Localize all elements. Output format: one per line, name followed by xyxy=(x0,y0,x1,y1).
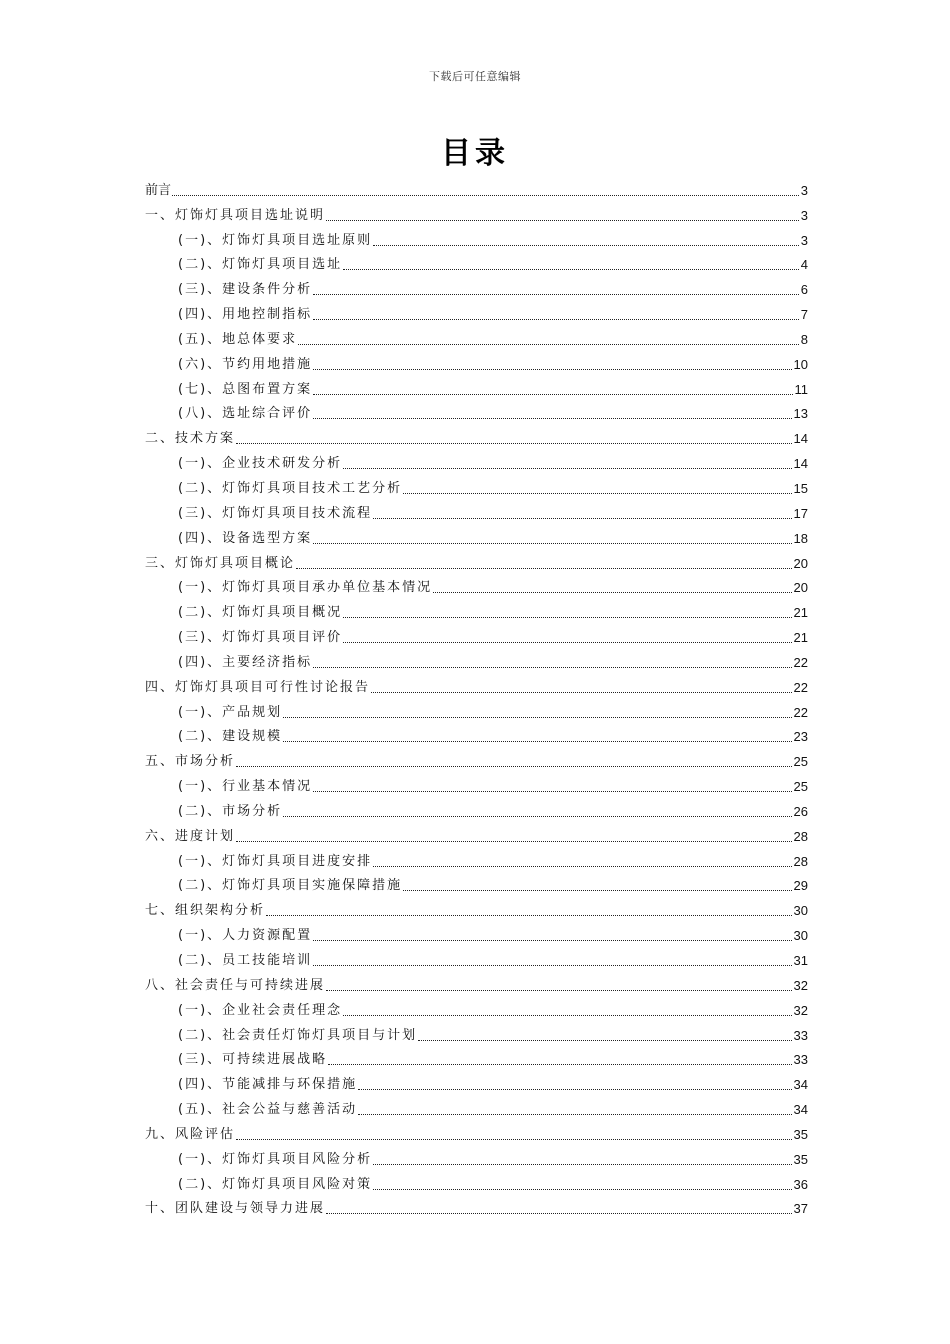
toc-dot-leader xyxy=(313,964,791,966)
toc-dot-leader xyxy=(313,417,791,419)
toc-entry[interactable] xyxy=(145,176,808,201)
toc-entry[interactable] xyxy=(145,499,808,524)
toc-entry[interactable] xyxy=(145,747,808,772)
toc-page-number: 32 xyxy=(793,977,808,993)
toc-entry[interactable] xyxy=(145,797,808,822)
toc-dot-leader xyxy=(313,318,799,320)
toc-entry[interactable] xyxy=(145,474,808,499)
toc-dot-leader xyxy=(343,641,791,643)
toc-page-number: 33 xyxy=(793,1027,808,1043)
toc-page-number: 21 xyxy=(793,605,808,621)
toc-entry-text: (一)、行业基本情况 xyxy=(178,779,313,795)
toc-entry[interactable] xyxy=(145,1070,808,1095)
toc-entry-text: (二)、灯饰灯具项目风险对策 xyxy=(178,1176,373,1192)
toc-page-number: 30 xyxy=(793,928,808,944)
toc-dot-leader xyxy=(283,815,791,817)
toc-entry[interactable] xyxy=(145,574,808,599)
toc-dot-leader xyxy=(236,1138,792,1140)
toc-page-number: 35 xyxy=(793,1151,808,1167)
toc-dot-leader xyxy=(236,840,792,842)
toc-entry[interactable] xyxy=(145,1021,808,1046)
toc-entry[interactable] xyxy=(145,971,808,996)
toc-entry[interactable] xyxy=(145,1145,808,1170)
toc-dot-leader xyxy=(373,865,791,867)
toc-entry[interactable] xyxy=(145,1095,808,1120)
toc-page-number: 7 xyxy=(800,307,808,323)
toc-entry[interactable] xyxy=(145,375,808,400)
toc-entry-text: 前言 xyxy=(145,182,172,198)
toc-entry[interactable] xyxy=(145,921,808,946)
toc-dot-leader xyxy=(298,343,799,345)
toc-entry[interactable] xyxy=(145,698,808,723)
toc-dot-leader xyxy=(343,467,791,469)
toc-page-number: 28 xyxy=(793,828,808,844)
toc-dot-leader xyxy=(326,219,799,221)
toc-entry-text: (一)、灯饰灯具项目进度安排 xyxy=(178,853,373,869)
toc-entry[interactable] xyxy=(145,449,808,474)
table-of-contents xyxy=(145,176,808,1219)
toc-page-number: 20 xyxy=(793,555,808,571)
toc-entry[interactable] xyxy=(145,1046,808,1071)
toc-dot-leader xyxy=(373,517,791,519)
toc-entry[interactable] xyxy=(145,400,808,425)
toc-dot-leader xyxy=(403,492,791,494)
toc-dot-leader xyxy=(283,740,791,742)
toc-entry-text: (一)、灯饰灯具项目选址原则 xyxy=(178,232,373,248)
toc-dot-leader xyxy=(326,1212,792,1214)
toc-entry[interactable] xyxy=(145,1170,808,1195)
toc-entry[interactable] xyxy=(145,524,808,549)
toc-entry[interactable] xyxy=(145,723,808,748)
toc-page-number: 6 xyxy=(800,282,808,298)
toc-dot-leader xyxy=(296,567,792,569)
toc-title: 目录 xyxy=(441,136,509,171)
toc-entry-text: 二、技术方案 xyxy=(145,431,236,447)
toc-entry-text: 八、社会责任与可持续进展 xyxy=(145,977,326,993)
toc-dot-leader xyxy=(313,790,791,792)
toc-page-number: 3 xyxy=(800,232,808,248)
toc-entry-text: (三)、灯饰灯具项目评价 xyxy=(178,630,343,646)
toc-entry[interactable] xyxy=(145,226,808,251)
toc-page-number: 13 xyxy=(793,406,808,422)
toc-entry-text: (一)、灯饰灯具项目承办单位基本情况 xyxy=(178,580,433,596)
toc-dot-leader xyxy=(343,268,799,270)
toc-entry-text: (二)、社会责任灯饰灯具项目与计划 xyxy=(178,1027,418,1043)
toc-entry[interactable] xyxy=(145,1195,808,1220)
toc-dot-leader xyxy=(266,914,792,916)
toc-page-number: 8 xyxy=(800,331,808,347)
toc-entry-text: (二)、灯饰灯具项目概况 xyxy=(178,605,343,621)
toc-page-number: 33 xyxy=(793,1052,808,1068)
toc-page-number: 28 xyxy=(793,853,808,869)
toc-entry-text: (一)、人力资源配置 xyxy=(178,928,313,944)
toc-page-number: 26 xyxy=(793,803,808,819)
toc-entry-text: (五)、地总体要求 xyxy=(178,331,298,347)
toc-entry-text: 三、灯饰灯具项目概论 xyxy=(145,555,296,571)
toc-page-number: 25 xyxy=(793,754,808,770)
toc-entry[interactable] xyxy=(145,251,808,276)
toc-entry-text: 七、组织架构分析 xyxy=(145,903,266,919)
toc-entry-text: 六、进度计划 xyxy=(145,828,236,844)
toc-entry[interactable] xyxy=(145,325,808,350)
toc-entry-text: (三)、灯饰灯具项目技术流程 xyxy=(178,505,373,521)
toc-page-number: 3 xyxy=(800,182,808,198)
toc-entry[interactable] xyxy=(145,847,808,872)
toc-page-number: 22 xyxy=(793,654,808,670)
toc-page-number: 21 xyxy=(793,630,808,646)
toc-page-number: 3 xyxy=(800,207,808,223)
toc-entry-text: (四)、主要经济指标 xyxy=(178,654,313,670)
toc-page-number: 20 xyxy=(793,580,808,596)
toc-dot-leader xyxy=(418,1039,791,1041)
toc-dot-leader xyxy=(371,691,792,693)
toc-entry-text: (五)、社会公益与慈善活动 xyxy=(178,1102,358,1118)
toc-dot-leader xyxy=(326,989,792,991)
toc-entry-text: (一)、产品规划 xyxy=(178,704,283,720)
toc-entry[interactable] xyxy=(145,623,808,648)
toc-entry-text: 四、灯饰灯具项目可行性讨论报告 xyxy=(145,679,371,695)
toc-page-number: 4 xyxy=(800,257,808,273)
page-header-note: 下载后可任意编辑 xyxy=(429,70,521,83)
toc-page-number: 29 xyxy=(793,878,808,894)
toc-page-number: 23 xyxy=(793,729,808,745)
toc-page-number: 18 xyxy=(793,530,808,546)
toc-page-number: 36 xyxy=(793,1176,808,1192)
toc-dot-leader xyxy=(343,616,791,618)
toc-dot-leader xyxy=(358,1088,791,1090)
toc-entry-text: (三)、建设条件分析 xyxy=(178,282,313,298)
toc-entry[interactable] xyxy=(145,872,808,897)
toc-entry-text: (一)、灯饰灯具项目风险分析 xyxy=(178,1151,373,1167)
toc-entry-text: (二)、灯饰灯具项目实施保障措施 xyxy=(178,878,403,894)
toc-entry-text: (二)、灯饰灯具项目技术工艺分析 xyxy=(178,480,403,496)
toc-page-number: 32 xyxy=(793,1002,808,1018)
toc-entry[interactable] xyxy=(145,275,808,300)
toc-dot-leader xyxy=(343,1014,791,1016)
toc-entry-text: 一、灯饰灯具项目选址说明 xyxy=(145,207,326,223)
toc-entry[interactable] xyxy=(145,996,808,1021)
toc-entry[interactable] xyxy=(145,350,808,375)
toc-entry[interactable] xyxy=(145,201,808,226)
toc-entry-text: (一)、企业社会责任理念 xyxy=(178,1002,343,1018)
toc-entry-text: (一)、企业技术研发分析 xyxy=(178,456,343,472)
toc-dot-leader xyxy=(433,591,791,593)
toc-entry[interactable] xyxy=(145,549,808,574)
toc-dot-leader xyxy=(313,666,791,668)
toc-entry-text: (四)、节能减排与环保措施 xyxy=(178,1077,358,1093)
toc-entry-text: (八)、选址综合评价 xyxy=(178,406,313,422)
toc-entry[interactable] xyxy=(145,1120,808,1145)
toc-dot-leader xyxy=(373,1188,791,1190)
toc-entry-text: (二)、员工技能培训 xyxy=(178,953,313,968)
toc-entry[interactable] xyxy=(145,673,808,698)
toc-page-number: 17 xyxy=(793,505,808,521)
toc-dot-leader xyxy=(373,1163,791,1165)
toc-entry-text: (二)、市场分析 xyxy=(178,803,283,819)
toc-dot-leader xyxy=(403,889,791,891)
toc-page-number: 11 xyxy=(794,381,808,397)
toc-entry-text: (三)、可持续进展战略 xyxy=(178,1052,328,1068)
toc-entry[interactable] xyxy=(145,300,808,325)
toc-dot-leader xyxy=(236,442,792,444)
toc-page-number: 22 xyxy=(793,704,808,720)
toc-entry[interactable] xyxy=(145,772,808,797)
toc-page-number: 25 xyxy=(793,779,808,795)
toc-page-number: 34 xyxy=(793,1102,808,1118)
toc-dot-leader xyxy=(313,293,799,295)
toc-page-number: 14 xyxy=(793,431,808,447)
toc-page-number: 31 xyxy=(793,953,808,968)
toc-dot-leader xyxy=(313,393,792,395)
toc-page-number: 37 xyxy=(793,1201,808,1217)
toc-page-number: 35 xyxy=(793,1126,808,1142)
toc-dot-leader xyxy=(313,939,791,941)
toc-dot-leader xyxy=(313,368,791,370)
toc-entry-text: (二)、建设规模 xyxy=(178,729,283,745)
toc-entry-text: 九、风险评估 xyxy=(145,1126,236,1142)
toc-entry-text: (四)、用地控制指标 xyxy=(178,307,313,323)
toc-page-number: 10 xyxy=(793,356,808,372)
toc-page-number: 34 xyxy=(793,1077,808,1093)
toc-dot-leader xyxy=(373,244,799,246)
toc-dot-leader xyxy=(358,1113,791,1115)
toc-dot-leader xyxy=(313,542,791,544)
toc-entry-text: (四)、设备选型方案 xyxy=(178,530,313,546)
toc-page-number: 30 xyxy=(793,903,808,919)
toc-entry-text: (六)、节约用地措施 xyxy=(178,356,313,372)
toc-entry[interactable] xyxy=(145,598,808,623)
toc-entry-text: (七)、总图布置方案 xyxy=(178,381,313,397)
toc-entry-text: 五、市场分析 xyxy=(145,754,236,770)
toc-dot-leader xyxy=(283,716,791,718)
toc-entry[interactable] xyxy=(145,648,808,673)
toc-page-number: 15 xyxy=(793,480,808,496)
toc-entry-text: 十、团队建设与领导力进展 xyxy=(145,1201,326,1217)
toc-entry-text: (二)、灯饰灯具项目选址 xyxy=(178,257,343,273)
toc-dot-leader xyxy=(328,1063,791,1065)
toc-dot-leader xyxy=(236,765,792,767)
toc-entry[interactable] xyxy=(145,424,808,449)
toc-entry[interactable] xyxy=(145,822,808,847)
toc-entry[interactable] xyxy=(145,896,808,921)
toc-page-number: 14 xyxy=(793,456,808,472)
toc-dot-leader xyxy=(172,194,799,196)
toc-entry[interactable] xyxy=(145,946,808,971)
toc-page-number: 22 xyxy=(793,679,808,695)
